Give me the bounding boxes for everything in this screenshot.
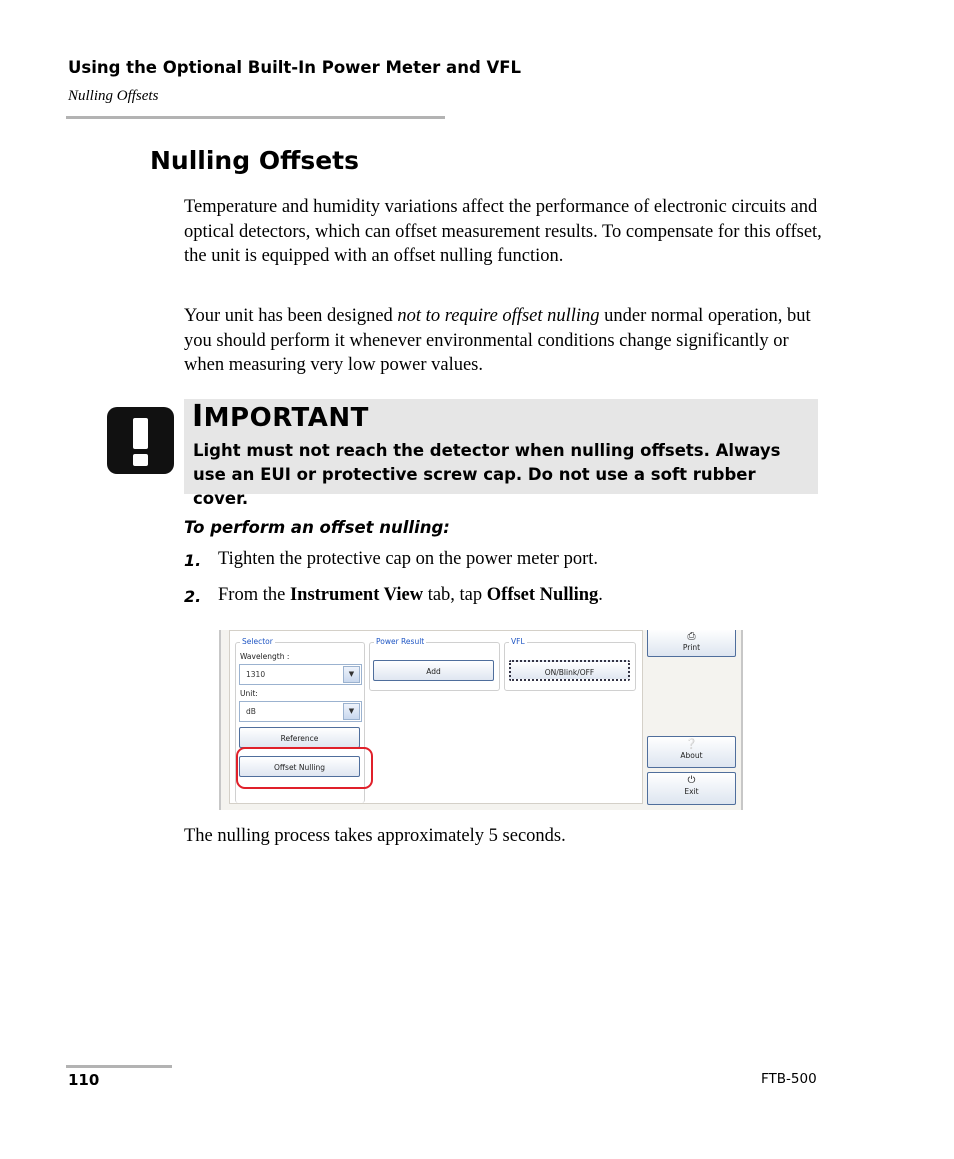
step-number: 1. — [184, 551, 202, 570]
page-number: 110 — [68, 1071, 100, 1089]
unit-value: dB — [246, 707, 256, 716]
procedure-title: To perform an offset nulling: — [184, 518, 450, 537]
vfl-group — [504, 637, 636, 691]
print-label: Print — [682, 643, 701, 652]
running-header-subtitle: Nulling Offsets — [68, 88, 159, 104]
step2-text-b: tab, tap — [423, 585, 487, 605]
para2-text-b: under normal operation, but you should perform it whenever environmental conditions change significantly or when measuring very low power values. — [184, 306, 811, 375]
step-number: 2. — [184, 587, 202, 606]
instrument-view-screenshot — [219, 630, 743, 810]
offset-nulling-button[interactable]: Offset Nulling — [239, 756, 360, 777]
running-header-title: Using the Optional Built-In Power Meter and VFL — [68, 58, 522, 77]
reference-button[interactable]: Reference — [239, 727, 360, 748]
step2-text-c: . — [598, 585, 603, 605]
step-text: Tighten the protective cap on the power meter port. — [218, 549, 598, 569]
wavelength-select[interactable] — [239, 664, 362, 685]
power-result-group — [369, 637, 500, 691]
chevron-down-icon[interactable]: ▼ — [343, 666, 360, 683]
step2-bold-button: Offset Nulling — [486, 585, 599, 605]
chevron-down-icon[interactable]: ▼ — [343, 703, 360, 720]
header-rule — [66, 116, 445, 119]
step2-text-a: From the — [218, 585, 290, 605]
about-label: About — [680, 751, 703, 760]
important-title — [192, 399, 369, 434]
document-id: FTB-500 — [761, 1071, 817, 1087]
exit-label: Exit — [684, 787, 699, 796]
para2-emphasis: not to require offset nulling — [397, 306, 600, 326]
add-button[interactable]: Add — [373, 660, 494, 681]
step2-bold-tab: Instrument View — [289, 585, 424, 605]
power-icon: ⏻ — [687, 775, 696, 786]
highlight-outline — [236, 747, 373, 789]
step-text — [218, 585, 603, 606]
unit-select[interactable] — [239, 701, 362, 722]
exclamation-icon — [107, 407, 174, 474]
power-result-title: Power Result — [376, 637, 425, 646]
design-paragraph — [184, 304, 824, 378]
selector-title: Selector — [242, 637, 273, 646]
exit-button[interactable] — [647, 772, 736, 805]
printer-icon: ⎙ — [687, 631, 696, 642]
important-title-rest: MPORTANT — [203, 403, 369, 433]
help-icon: ❔ — [685, 739, 698, 750]
about-button[interactable] — [647, 736, 736, 768]
section-heading: Nulling Offsets — [150, 146, 359, 175]
closing-paragraph: The nulling process takes approximately 5 seconds. — [184, 826, 566, 846]
print-button[interactable] — [647, 630, 736, 657]
important-callout — [184, 399, 818, 508]
intro-paragraph: Temperature and humidity variations affect the performance of electronic circuits and optical detectors, which can offset measurement results. To compensate for this offset, the unit is equipped with an offset nulling function. — [184, 197, 822, 266]
footer-rule — [66, 1065, 172, 1068]
vfl-title: VFL — [511, 637, 525, 646]
wavelength-value: 1310 — [246, 670, 266, 679]
important-title-initial: I — [192, 399, 204, 434]
important-text: Light must not reach the detector when nulling offsets. Always use an EUI or protective screw cap. Do not use a soft rubber cover. — [193, 441, 781, 508]
wavelength-label: Wavelength : — [240, 652, 290, 661]
para2-text-a: Your unit has been designed — [184, 306, 398, 326]
vfl-toggle-button[interactable]: ON/Blink/OFF — [509, 660, 630, 681]
unit-label: Unit: — [240, 689, 258, 698]
